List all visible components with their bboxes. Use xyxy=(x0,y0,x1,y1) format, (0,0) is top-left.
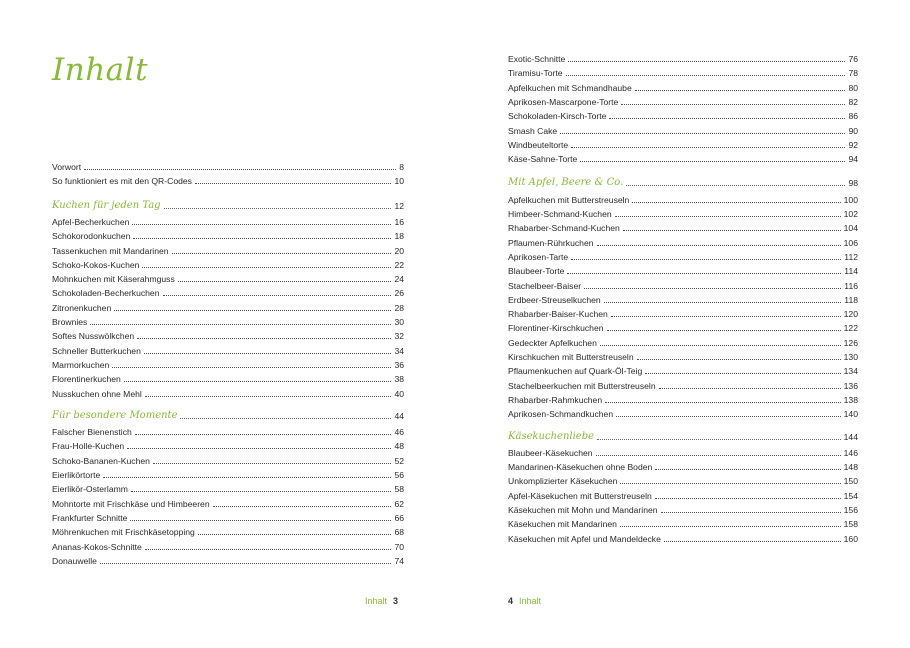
toc-entry xyxy=(52,452,404,466)
toc-entry-label: Windbeuteltorte xyxy=(508,139,569,150)
toc-entry-page: 90 xyxy=(848,125,858,136)
footer-left-page-number: 3 xyxy=(393,596,399,606)
toc-entry-page: 62 xyxy=(394,498,404,509)
toc-entry-page: 106 xyxy=(843,237,858,248)
toc-leader-dots xyxy=(145,549,392,550)
toc-entry xyxy=(508,150,858,164)
toc-entry xyxy=(52,480,404,494)
toc-leader-dots xyxy=(621,104,845,105)
toc-leader-dots xyxy=(615,216,841,217)
toc-leader-dots xyxy=(195,183,391,184)
toc-entry xyxy=(508,501,858,515)
toc-entry xyxy=(508,205,858,219)
toc-entry-label: Apfel-Käsekuchen mit Butterstreuseln xyxy=(508,490,652,501)
toc-leader-dots xyxy=(620,526,841,527)
toc-section-page: 12 xyxy=(394,200,404,211)
toc-entry xyxy=(508,107,858,121)
toc-entry-page: 8 xyxy=(399,162,404,172)
toc-leader-dots xyxy=(84,169,396,170)
toc-entry xyxy=(508,377,858,391)
toc-leader-dots xyxy=(172,253,392,254)
toc-entry-page: 66 xyxy=(394,512,404,523)
toc-entry xyxy=(52,327,404,341)
toc-entry-page: 114 xyxy=(844,266,858,277)
toc-entry-page: 68 xyxy=(394,527,404,538)
toc-entry-label: Rhabarber-Schmand-Kuchen xyxy=(508,223,620,234)
toc-section-heading xyxy=(508,428,858,442)
toc-leader-dots xyxy=(571,259,841,260)
toc-entry-label: Pflaumenkuchen auf Quark-Öl-Teig xyxy=(508,366,643,377)
toc-leader-dots xyxy=(560,133,845,134)
toc-section-page: 44 xyxy=(394,410,404,421)
toc-entry-page: 100 xyxy=(843,194,858,205)
toc-leader-dots xyxy=(623,230,841,231)
toc-entry-label: Eierlikör-Osterlamm xyxy=(52,484,128,495)
toc-leader-dots xyxy=(127,448,391,449)
toc-entry-page: 136 xyxy=(843,380,858,391)
toc-entry-label: Gedeckter Apfelkuchen xyxy=(508,337,597,348)
toc-entry xyxy=(52,437,404,451)
toc-entry xyxy=(508,219,858,233)
toc-leader-dots xyxy=(114,310,391,311)
toc-entry-page: 58 xyxy=(394,484,404,495)
toc-entry xyxy=(52,256,404,270)
toc-leader-dots xyxy=(100,563,392,564)
toc-leader-dots xyxy=(132,224,391,225)
toc-entry xyxy=(508,405,858,419)
toc-entry-label: Pflaumen-Rührkuchen xyxy=(508,237,594,248)
toc-entry xyxy=(508,305,858,319)
toc-entry xyxy=(52,385,404,399)
toc-entry xyxy=(508,515,858,529)
toc-leader-dots xyxy=(135,434,392,435)
toc-left-page xyxy=(52,0,404,648)
toc-leader-dots xyxy=(90,324,391,325)
toc-leader-dots xyxy=(620,483,840,484)
toc-leader-dots xyxy=(611,316,841,317)
toc-entry xyxy=(508,291,858,305)
toc-entry-page: 48 xyxy=(394,441,404,452)
toc-entry xyxy=(52,270,404,284)
toc-entry xyxy=(52,284,404,298)
toc-section-page: 98 xyxy=(848,178,858,189)
toc-leader-dots xyxy=(607,330,841,331)
toc-entry-page: 146 xyxy=(843,447,858,458)
toc-entry-label: Frau-Holle-Kuchen xyxy=(52,441,125,452)
toc-entry-page: 138 xyxy=(843,394,858,405)
toc-leader-dots xyxy=(655,498,841,499)
toc-leader-dots xyxy=(130,520,391,521)
toc-entry-page: 120 xyxy=(843,309,858,320)
toc-leader-dots xyxy=(145,396,392,397)
toc-entry-label: Möhrenkuchen mit Frischkäsetopping xyxy=(52,527,195,538)
toc-entry xyxy=(52,538,404,552)
toc-entry-page: 130 xyxy=(843,352,858,362)
toc-entry-label: Schoko-Kokos-Kuchen xyxy=(52,259,140,270)
toc-section-label: Kuchen für jeden Tag xyxy=(52,199,161,211)
toc-leader-dots xyxy=(635,90,846,91)
toc-leader-dots xyxy=(597,245,841,246)
toc-entry-page: 154 xyxy=(843,490,858,501)
toc-entry-label: Apfelkuchen mit Butterstreuseln xyxy=(508,194,630,205)
toc-entry xyxy=(508,262,858,276)
toc-leader-dots xyxy=(655,469,840,470)
toc-leader-dots xyxy=(597,439,841,440)
toc-leader-dots xyxy=(213,506,392,507)
toc-entry-page: 134 xyxy=(843,366,858,377)
toc-entry xyxy=(52,299,404,313)
toc-entry xyxy=(508,334,858,348)
toc-entry-label: Blaubeer-Torte xyxy=(508,266,565,277)
toc-section-heading xyxy=(52,197,404,211)
toc-entry-label: Florentiner-Kirschkuchen xyxy=(508,323,604,334)
toc-entry-page: 18 xyxy=(394,231,404,242)
toc-entry xyxy=(52,495,404,509)
toc-entry-label: Marmorkuchen xyxy=(52,359,110,370)
toc-entry-label: Softes Nusswölkchen xyxy=(52,331,135,342)
toc-entry-label: Mohnkuchen mit Käserahmguss xyxy=(52,274,175,285)
toc-entry-page: 102 xyxy=(843,209,858,219)
toc-entry xyxy=(52,423,404,437)
toc-entry-page: 46 xyxy=(394,427,404,438)
toc-entry xyxy=(508,64,858,78)
toc-entry xyxy=(52,370,404,384)
toc-entry-page: 56 xyxy=(394,470,404,480)
toc-entry-page: 36 xyxy=(394,359,404,370)
toc-entry xyxy=(508,530,858,544)
toc-entry-page: 70 xyxy=(394,541,404,552)
toc-entry-label: Falscher Bienenstich xyxy=(52,427,132,438)
toc-entry-label: Kirschkuchen mit Butterstreuseln xyxy=(508,352,634,362)
toc-leader-dots xyxy=(131,491,392,492)
toc-entry xyxy=(508,319,858,333)
toc-section-page: 144 xyxy=(843,431,858,442)
toc-entry-label: Brownies xyxy=(52,317,88,327)
toc-entry-page: 74 xyxy=(394,555,404,566)
toc-entry-page: 126 xyxy=(843,337,858,348)
toc-entry-label: Smash Cake xyxy=(508,125,558,136)
toc-leader-dots xyxy=(180,418,391,419)
toc-entry-label: So funktioniert es mit den QR-Codes xyxy=(52,176,192,187)
toc-entry-page: 30 xyxy=(394,317,404,327)
toc-entry xyxy=(52,509,404,523)
toc-entry-label: Aprikosen-Mascarpone-Torte xyxy=(508,96,619,107)
toc-entry xyxy=(52,227,404,241)
toc-entry-page: 34 xyxy=(394,345,404,356)
toc-entry xyxy=(508,136,858,150)
toc-entry-label: Käsekuchen mit Apfel und Mandeldecke xyxy=(508,533,661,544)
toc-entry-label: Käsekuchen mit Mandarinen xyxy=(508,519,617,530)
toc-entry-page: 38 xyxy=(394,374,404,385)
toc-leader-dots xyxy=(571,147,845,148)
toc-entry-page: 76 xyxy=(848,54,858,64)
toc-entry-label: Käsekuchen mit Mohn und Mandarinen xyxy=(508,505,658,515)
toc-entry xyxy=(508,277,858,291)
toc-entry-page: 16 xyxy=(394,216,404,227)
toc-leader-dots xyxy=(605,402,841,403)
toc-entry xyxy=(508,458,858,472)
toc-entry xyxy=(508,248,858,262)
toc-entry-page: 150 xyxy=(843,476,858,487)
toc-entry-page: 28 xyxy=(394,302,404,313)
toc-entry-page: 26 xyxy=(394,288,404,299)
toc-leader-dots xyxy=(144,353,392,354)
toc-section-heading xyxy=(508,174,858,188)
toc-leader-dots xyxy=(142,267,391,268)
page-title: Inhalt xyxy=(52,52,149,88)
footer-right-page-number: 4 xyxy=(508,596,514,606)
toc-entry-label: Himbeer-Schmand-Kuchen xyxy=(508,209,612,219)
toc-entry-page: 118 xyxy=(844,294,858,305)
toc-section-label: Für besondere Momente xyxy=(52,409,178,421)
toc-entry-label: Stachelbeer-Baiser xyxy=(508,280,582,291)
toc-entry xyxy=(52,356,404,370)
toc-entry-page: 80 xyxy=(848,82,858,93)
toc-entry xyxy=(508,444,858,458)
toc-entry-page: 24 xyxy=(394,274,404,285)
toc-entry-page: 52 xyxy=(394,455,404,466)
toc-leader-dots xyxy=(568,61,845,62)
toc-entry xyxy=(52,342,404,356)
toc-entry xyxy=(508,79,858,93)
toc-entry-page: 158 xyxy=(843,519,858,530)
toc-entry-label: Vorwort xyxy=(52,162,82,172)
toc-entry-page: 94 xyxy=(848,154,858,165)
toc-entry-label: Donauwelle xyxy=(52,555,97,566)
toc-entry-page: 160 xyxy=(843,533,858,544)
toc-leader-dots xyxy=(133,238,391,239)
toc-entry xyxy=(52,552,404,566)
toc-entry-label: Aprikosen-Schmandkuchen xyxy=(508,409,614,420)
toc-entry-page: 92 xyxy=(848,139,858,150)
toc-entry-page: 82 xyxy=(848,96,858,107)
toc-entry xyxy=(52,523,404,537)
toc-entry-label: Unkomplizierter Käsekuchen xyxy=(508,476,618,487)
toc-entry-label: Erdbeer-Streuselkuchen xyxy=(508,294,601,305)
toc-entry xyxy=(508,391,858,405)
toc-entry-label: Schokoladen-Becherkuchen xyxy=(52,288,160,299)
toc-leader-dots xyxy=(616,416,841,417)
toc-leader-dots xyxy=(178,281,392,282)
toc-leader-dots xyxy=(153,463,391,464)
toc-entry-label: Schneller Butterkuchen xyxy=(52,345,141,356)
toc-entry-page: 22 xyxy=(394,259,404,270)
toc-entry-page: 156 xyxy=(843,505,858,515)
toc-entry-page: 122 xyxy=(843,323,858,334)
toc-entry-label: Eierlikörtorte xyxy=(52,470,101,480)
toc-entry-page: 140 xyxy=(843,409,858,420)
toc-leader-dots xyxy=(637,359,841,360)
toc-entry xyxy=(508,191,858,205)
toc-entry-page: 86 xyxy=(848,111,858,122)
toc-leader-dots xyxy=(600,345,841,346)
toc-leader-dots xyxy=(632,202,840,203)
toc-entry-label: Blaubeer-Käsekuchen xyxy=(508,447,593,458)
toc-leader-dots xyxy=(626,185,845,186)
toc-leader-dots xyxy=(580,161,845,162)
toc-entry-label: Käse-Sahne-Torte xyxy=(508,154,578,165)
toc-entry xyxy=(52,172,404,186)
toc-entry xyxy=(508,362,858,376)
footer-left xyxy=(365,596,404,606)
toc-entry xyxy=(508,50,858,64)
toc-entry-label: Rhabarber-Baiser-Kuchen xyxy=(508,309,608,320)
toc-entry xyxy=(508,122,858,136)
toc-entry xyxy=(508,487,858,501)
toc-entry-label: Nusskuchen ohne Mehl xyxy=(52,388,142,399)
footer-left-label: Inhalt xyxy=(365,596,388,606)
toc-leader-dots xyxy=(198,534,392,535)
toc-entry-label: Zitronenkuchen xyxy=(52,302,112,313)
toc-entry-page: 10 xyxy=(394,176,404,187)
toc-entry-label: Stachelbeerkuchen mit Butterstreuseln xyxy=(508,380,656,391)
toc-leader-dots xyxy=(596,455,841,456)
toc-leader-dots xyxy=(124,381,392,382)
toc-entry xyxy=(508,472,858,486)
toc-entry xyxy=(52,213,404,227)
toc-leader-dots xyxy=(604,302,842,303)
toc-entry xyxy=(52,313,404,327)
toc-entry-label: Schokorodonkuchen xyxy=(52,231,131,242)
toc-leader-dots xyxy=(566,75,846,76)
toc-leader-dots xyxy=(163,295,392,296)
toc-entry-label: Tiramisu-Torte xyxy=(508,68,563,79)
toc-entry xyxy=(52,158,404,172)
toc-leader-dots xyxy=(659,388,841,389)
toc-entry-page: 40 xyxy=(394,388,404,399)
toc-entry xyxy=(52,242,404,256)
toc-leader-dots xyxy=(664,541,841,542)
toc-entry-label: Apfelkuchen mit Schmandhaube xyxy=(508,82,632,93)
toc-leader-dots xyxy=(584,288,841,289)
toc-entry-label: Schokoladen-Kirsch-Torte xyxy=(508,111,607,122)
toc-section-heading xyxy=(52,407,404,421)
toc-entry-page: 116 xyxy=(844,280,858,291)
toc-leader-dots xyxy=(567,273,841,274)
toc-entry xyxy=(508,348,858,362)
toc-entry-page: 112 xyxy=(844,251,858,262)
toc-leader-dots xyxy=(661,512,841,513)
toc-leader-dots xyxy=(164,208,392,209)
toc-section-label: Mit Apfel, Beere & Co. xyxy=(508,177,624,189)
toc-leader-dots xyxy=(112,367,391,368)
footer-right xyxy=(502,596,541,606)
footer-right-label: Inhalt xyxy=(519,596,542,606)
toc-leader-dots xyxy=(137,338,391,339)
toc-right-page xyxy=(508,0,858,648)
toc-entry-label: Schoko-Bananen-Kuchen xyxy=(52,455,150,466)
toc-leader-dots xyxy=(609,118,845,119)
toc-entry-label: Aprikosen-Tarte xyxy=(508,251,569,262)
toc-entry-label: Mohntorte mit Frischkäse und Himbeeren xyxy=(52,498,210,509)
toc-entry-label: Tassenkuchen mit Mandarinen xyxy=(52,245,169,256)
toc-entry-page: 78 xyxy=(848,68,858,79)
toc-entry-page: 32 xyxy=(394,331,404,342)
toc-entry-label: Rhabarber-Rahmkuchen xyxy=(508,394,603,405)
toc-entry-page: 148 xyxy=(843,462,858,473)
toc-leader-dots xyxy=(645,373,840,374)
toc-entry xyxy=(508,234,858,248)
toc-entry-label: Apfel-Becherkuchen xyxy=(52,216,130,227)
toc-entry-label: Ananas-Kokos-Schnitte xyxy=(52,541,142,552)
toc-entry-label: Frankfurter Schnitte xyxy=(52,512,128,523)
toc-entry-label: Exotic-Schnitte xyxy=(508,54,566,64)
toc-entry-page: 104 xyxy=(843,223,858,234)
toc-entry-label: Florentinerkuchen xyxy=(52,374,121,385)
toc-entry-label: Mandarinen-Käsekuchen ohne Boden xyxy=(508,462,653,473)
toc-section-label: Käsekuchenliebe xyxy=(508,430,595,442)
toc-entry xyxy=(508,93,858,107)
toc-entry-page: 20 xyxy=(394,245,404,256)
toc-leader-dots xyxy=(103,477,391,478)
toc-entry xyxy=(52,466,404,480)
